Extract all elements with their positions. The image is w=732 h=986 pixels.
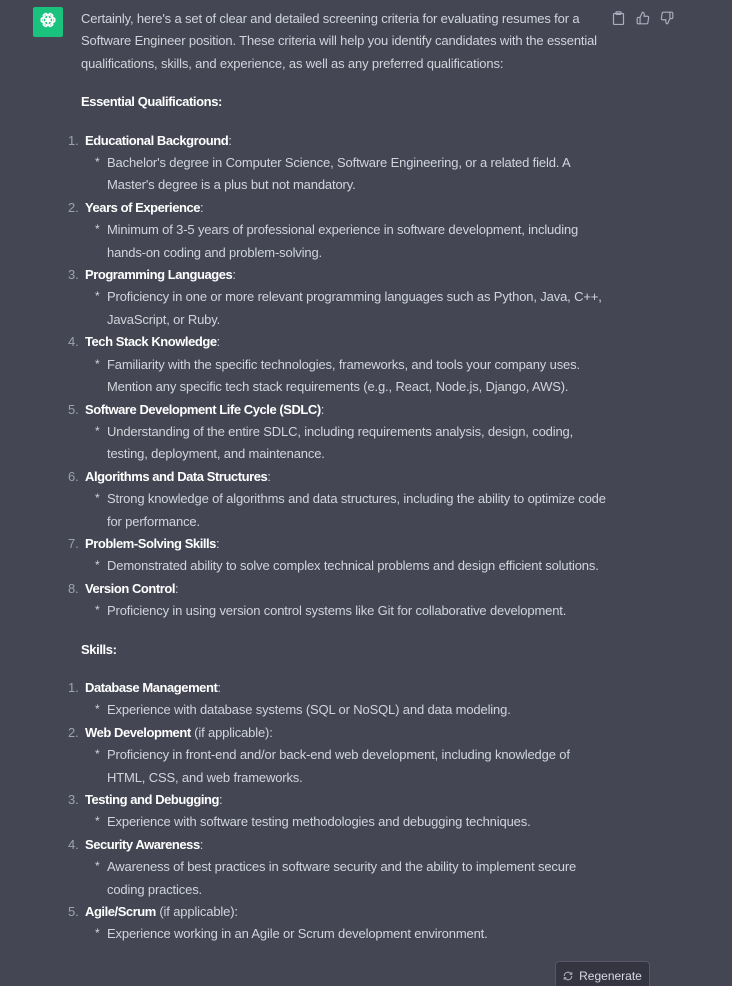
criteria-item: [68, 722, 606, 789]
item-title: Programming Languages: [85, 267, 233, 283]
item-number: 3.: [68, 267, 79, 283]
bullet-point: * Awareness of best practices in software security and the ability to implement secure coding practices.: [107, 856, 606, 901]
item-heading: [85, 722, 606, 744]
item-suffix: :: [228, 132, 232, 148]
item-title: Problem-Solving Skills: [85, 535, 216, 551]
clipboard-icon: [612, 11, 625, 25]
item-bullets: [85, 856, 606, 901]
thumbs-up-button[interactable]: [635, 10, 650, 25]
item-suffix: :: [267, 468, 271, 484]
item-heading: [85, 399, 606, 421]
item-title: Version Control: [85, 580, 176, 596]
bullet-point: * Minimum of 3-5 years of professional experience in software development, including hands-on coding and problem-solving.: [107, 219, 606, 264]
item-heading: [85, 834, 606, 856]
item-bullets: [85, 488, 606, 533]
section-title: Skills:: [81, 641, 117, 657]
item-number: 2.: [68, 199, 79, 215]
item-heading: [85, 901, 606, 923]
item-number: 1.: [68, 679, 79, 695]
item-heading: [85, 130, 606, 152]
bullet-point: * Proficiency in using version control systems like Git for collaborative development.: [107, 600, 606, 622]
criteria-item: [68, 399, 606, 466]
item-heading: [85, 533, 606, 555]
item-number: 4.: [68, 334, 79, 350]
item-bullets: [85, 421, 606, 466]
intro-paragraph: Certainly, here's a set of clear and detailed screening criteria for evaluating resumes for a Software Engineer position. These criteria will help you identify candidates with the essential qualifications, skills, and experience, as well as any preferred qualifications:: [81, 11, 597, 71]
item-heading: [85, 197, 606, 219]
item-title: Tech Stack Knowledge: [85, 334, 217, 350]
item-number: 1.: [68, 132, 79, 148]
item-title: Security Awareness: [85, 836, 200, 852]
item-heading: [85, 331, 606, 353]
criteria-list: [68, 130, 606, 623]
criteria-list: [68, 677, 606, 946]
item-heading: [85, 466, 606, 488]
refresh-icon: [563, 971, 573, 981]
item-bullets: [85, 811, 606, 833]
item-heading: [85, 264, 606, 286]
openai-logo-icon: [38, 10, 58, 35]
criteria-item: [68, 677, 606, 722]
item-title: Testing and Debugging: [85, 792, 220, 807]
bullet-point: * Demonstrated ability to solve complex technical problems and design efficient solutions.: [107, 555, 606, 577]
item-suffix: :: [219, 792, 223, 807]
thumbs-up-icon: [636, 11, 650, 25]
bullet-point: * Understanding of the entire SDLC, including requirements analysis, design, coding, testing, deployment, and maintenance.: [107, 421, 606, 466]
item-bullets: [85, 286, 606, 331]
criteria-item: [68, 197, 606, 264]
item-suffix: (if applicable):: [155, 904, 238, 920]
sections-container: [68, 91, 606, 946]
regenerate-label: Regenerate: [579, 969, 642, 983]
item-number: 5.: [68, 401, 79, 417]
item-suffix: :: [217, 679, 221, 695]
criteria-item: [68, 331, 606, 398]
criteria-item: [68, 264, 606, 331]
bullet-point: * Strong knowledge of algorithms and data structures, including the ability to optimize code for performance.: [107, 488, 606, 533]
item-number: 5.: [68, 904, 79, 920]
item-bullets: [85, 354, 606, 399]
bullet-point: * Experience with database systems (SQL or NoSQL) and data modeling.: [107, 699, 606, 721]
item-suffix: :: [199, 836, 204, 852]
message-actions: [611, 10, 674, 25]
item-number: 6.: [68, 468, 79, 484]
item-heading: [85, 578, 606, 600]
copy-button[interactable]: [611, 10, 626, 25]
criteria-item: [68, 466, 606, 533]
item-bullets: [85, 219, 606, 264]
item-heading: [85, 677, 606, 699]
message-content: [68, 8, 606, 962]
regenerate-button[interactable]: [555, 961, 650, 986]
item-number: 3.: [68, 792, 79, 807]
bullet-point: * Experience working in an Agile or Scrum development environment.: [107, 923, 606, 945]
item-title: Agile/Scrum: [85, 904, 156, 920]
item-suffix: :: [175, 580, 179, 596]
thumbs-down-icon: [660, 11, 674, 25]
item-number: 4.: [68, 836, 79, 852]
item-number: 2.: [68, 724, 79, 740]
bullet-point: * Familiarity with the specific technologies, frameworks, and tools your company uses. Mention any specific tech stack requirements (e.g., React, Node.js, Django, AWS).: [107, 354, 606, 399]
thumbs-down-button[interactable]: [659, 10, 674, 25]
bullet-point: * Bachelor's degree in Computer Science, Software Engineering, or a related field. A Master's degree is a plus but not mandatory.: [107, 152, 606, 197]
criteria-section: [68, 91, 606, 622]
item-suffix: :: [200, 199, 204, 215]
item-bullets: [85, 923, 606, 945]
item-suffix: :: [215, 535, 220, 551]
item-heading: [85, 789, 606, 811]
item-title: Algorithms and Data Structures: [85, 468, 268, 484]
item-number: 7.: [68, 535, 79, 551]
item-suffix: :: [320, 401, 325, 417]
item-title: Educational Background: [85, 132, 229, 148]
item-suffix: :: [216, 334, 221, 350]
bullet-point: * Proficiency in one or more relevant programming languages such as Python, Java, C++, JavaScript, or Ruby.: [107, 286, 606, 331]
item-title: Software Development Life Cycle (SDLC): [85, 401, 321, 417]
section-title: Essential Qualifications:: [81, 94, 222, 110]
criteria-item: [68, 130, 606, 197]
item-title: Database Management: [85, 679, 218, 695]
bullet-point: * Proficiency in front-end and/or back-end web development, including knowledge of HTML, CSS, and web frameworks.: [107, 744, 606, 789]
assistant-avatar: [33, 7, 63, 37]
criteria-item: [68, 834, 606, 901]
item-number: 8.: [68, 580, 79, 596]
criteria-item: [68, 533, 606, 578]
item-bullets: [85, 152, 606, 197]
item-bullets: [85, 555, 606, 577]
item-title: Years of Experience: [85, 199, 201, 215]
item-bullets: [85, 699, 606, 721]
item-suffix: (if applicable):: [190, 724, 273, 740]
bullet-point: * Experience with software testing methodologies and debugging techniques.: [107, 811, 606, 833]
criteria-item: [68, 901, 606, 946]
item-suffix: :: [232, 267, 236, 283]
item-title: Web Development: [85, 724, 191, 740]
criteria-section: [68, 639, 606, 946]
item-bullets: [85, 744, 606, 789]
criteria-item: [68, 789, 606, 834]
criteria-item: [68, 578, 606, 623]
item-bullets: [85, 600, 606, 622]
